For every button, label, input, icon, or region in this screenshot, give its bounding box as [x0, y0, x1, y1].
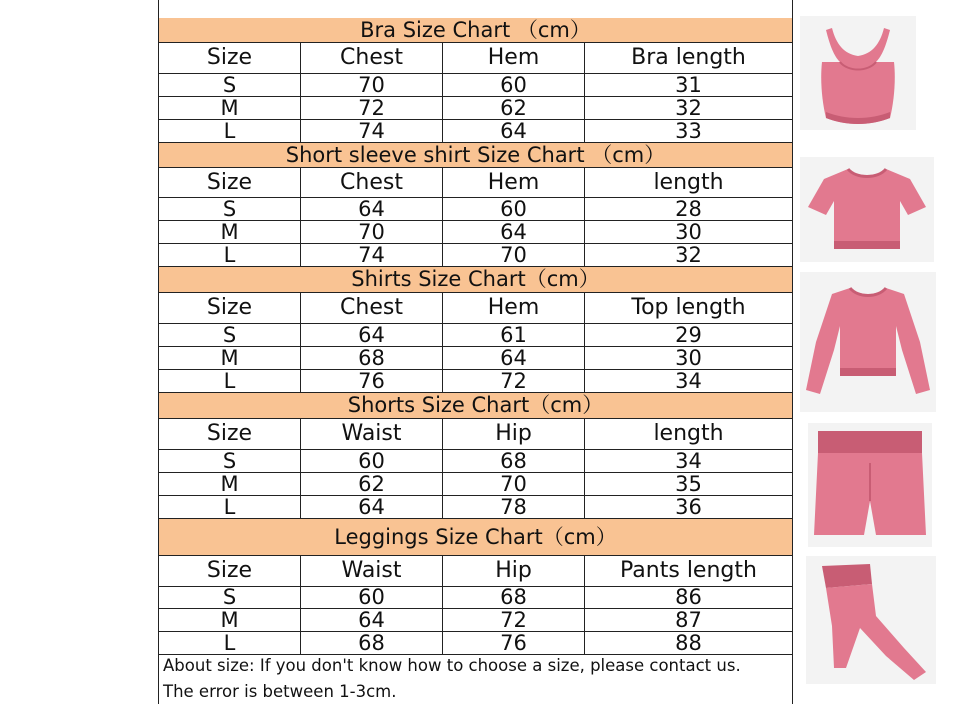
table-cell: L — [159, 120, 301, 142]
header-cell: Waist — [301, 419, 443, 449]
table-cell: 28 — [675, 196, 702, 221]
section-title-text: Bra Size Chart （cm） — [360, 17, 591, 42]
table-cell: 72 — [443, 609, 585, 631]
header-cell: Size — [159, 168, 301, 197]
header-cell: Size — [159, 556, 301, 586]
section-title-short-sleeve — [159, 143, 792, 168]
table-cell: 76 — [443, 632, 585, 654]
table-row — [159, 74, 792, 97]
table-cell: S — [159, 450, 301, 472]
header-row — [159, 43, 792, 74]
header-cell: length — [653, 169, 724, 195]
table-cell: 36 — [675, 494, 702, 519]
table-cell: 76 — [301, 370, 443, 392]
table-cell: M — [159, 473, 301, 495]
table-cell: 35 — [675, 471, 702, 496]
table-cell: 70 — [443, 473, 585, 495]
header-cell: Hem — [443, 43, 585, 73]
header-cell: Bra length — [631, 45, 746, 70]
header-cell: Size — [159, 43, 301, 73]
header-row — [159, 419, 792, 450]
table-cell: 34 — [675, 368, 702, 393]
table-cell: M — [159, 347, 301, 369]
section-title-bra — [159, 18, 792, 43]
table-cell: 68 — [301, 632, 443, 654]
header-cell: length — [653, 421, 724, 446]
header-cell: Hip — [443, 419, 585, 449]
header-cell: Hem — [443, 293, 585, 323]
table-row — [159, 632, 792, 655]
table-row — [159, 324, 792, 347]
table-cell: M — [159, 221, 301, 243]
sports-bra-photo — [800, 16, 916, 130]
table-cell: 30 — [675, 219, 702, 244]
table-row — [159, 609, 792, 632]
table-cell: L — [159, 370, 301, 392]
table-cell: 60 — [301, 450, 443, 472]
header-cell: Waist — [301, 556, 443, 586]
table-cell: 64 — [443, 347, 585, 369]
table-cell: 64 — [301, 609, 443, 631]
table-row — [159, 221, 792, 244]
table-cell: 60 — [301, 587, 443, 608]
header-cell: Chest — [301, 43, 443, 73]
table-cell: 64 — [443, 120, 585, 142]
section-title-text: Shorts Size Chart（cm） — [347, 393, 604, 417]
table-cell: 70 — [443, 244, 585, 266]
table-top-gap — [159, 0, 792, 19]
section-title-text: Shirts Size Chart（cm） — [351, 267, 600, 291]
section-title-text: Short sleeve shirt Size Chart （cm） — [285, 142, 666, 167]
table-cell: 60 — [443, 74, 585, 96]
table-cell: S — [159, 198, 301, 220]
table-cell: 68 — [301, 347, 443, 369]
table-cell: 32 — [675, 242, 702, 267]
header-cell: Top length — [631, 295, 746, 320]
header-row — [159, 293, 792, 324]
table-cell: 62 — [443, 97, 585, 119]
table-cell: L — [159, 632, 301, 654]
table-cell: 34 — [675, 448, 702, 473]
table-cell: 64 — [301, 324, 443, 346]
table-cell: 70 — [301, 221, 443, 243]
table-cell: S — [159, 587, 301, 608]
table-cell: 64 — [443, 221, 585, 243]
table-cell: L — [159, 496, 301, 518]
header-cell: Hip — [443, 556, 585, 586]
table-cell: 72 — [443, 370, 585, 392]
header-cell: Hem — [443, 168, 585, 197]
table-cell: 62 — [301, 473, 443, 495]
leggings-photo — [806, 556, 936, 684]
short-sleeve-top-photo — [800, 157, 934, 262]
table-row — [159, 473, 792, 496]
table-cell: 64 — [301, 496, 443, 518]
header-cell: Size — [159, 293, 301, 323]
header-cell: Chest — [301, 293, 443, 323]
table-cell: 78 — [443, 496, 585, 518]
table-cell: 60 — [443, 198, 585, 220]
table-cell: 30 — [675, 345, 702, 370]
table-row — [159, 198, 792, 221]
table-cell: 74 — [301, 244, 443, 266]
section-title-text: Leggings Size Chart（cm） — [334, 524, 617, 549]
table-cell: L — [159, 244, 301, 266]
long-sleeve-top-photo — [800, 272, 936, 412]
table-cell: 88 — [675, 630, 702, 655]
table-cell: 72 — [301, 97, 443, 119]
table-cell: 87 — [675, 607, 702, 632]
header-row — [159, 556, 792, 587]
section-title-shirts — [159, 267, 792, 293]
header-cell: Chest — [301, 168, 443, 197]
table-row — [159, 97, 792, 120]
table-cell: 31 — [675, 72, 702, 97]
shorts-photo — [808, 423, 932, 547]
table-cell: 86 — [675, 585, 702, 609]
size-note — [163, 653, 788, 705]
size-chart-table — [158, 0, 793, 704]
table-cell: 68 — [443, 450, 585, 472]
table-row — [159, 587, 792, 609]
header-row — [159, 168, 792, 198]
header-cell: Size — [159, 419, 301, 449]
size-note-line: About size: If you don't know how to choose a size, please contact us. — [163, 656, 741, 675]
table-cell: 70 — [301, 74, 443, 96]
table-cell: 33 — [675, 118, 702, 143]
table-row — [159, 450, 792, 473]
section-title-leggings — [159, 519, 792, 556]
table-row — [159, 244, 792, 267]
table-cell: S — [159, 324, 301, 346]
table-cell: 61 — [443, 324, 585, 346]
size-note-line: The error is between 1-3cm. — [163, 682, 397, 701]
table-row — [159, 370, 792, 393]
section-title-shorts — [159, 393, 792, 419]
table-cell: M — [159, 609, 301, 631]
header-cell: Pants length — [620, 558, 757, 583]
table-cell: S — [159, 74, 301, 96]
table-row — [159, 496, 792, 519]
table-cell: 32 — [675, 95, 702, 120]
table-cell: 68 — [443, 587, 585, 608]
table-cell: 74 — [301, 120, 443, 142]
table-cell: 29 — [675, 322, 702, 347]
table-row — [159, 120, 792, 143]
table-cell: 64 — [301, 198, 443, 220]
table-row — [159, 347, 792, 370]
table-cell: M — [159, 97, 301, 119]
